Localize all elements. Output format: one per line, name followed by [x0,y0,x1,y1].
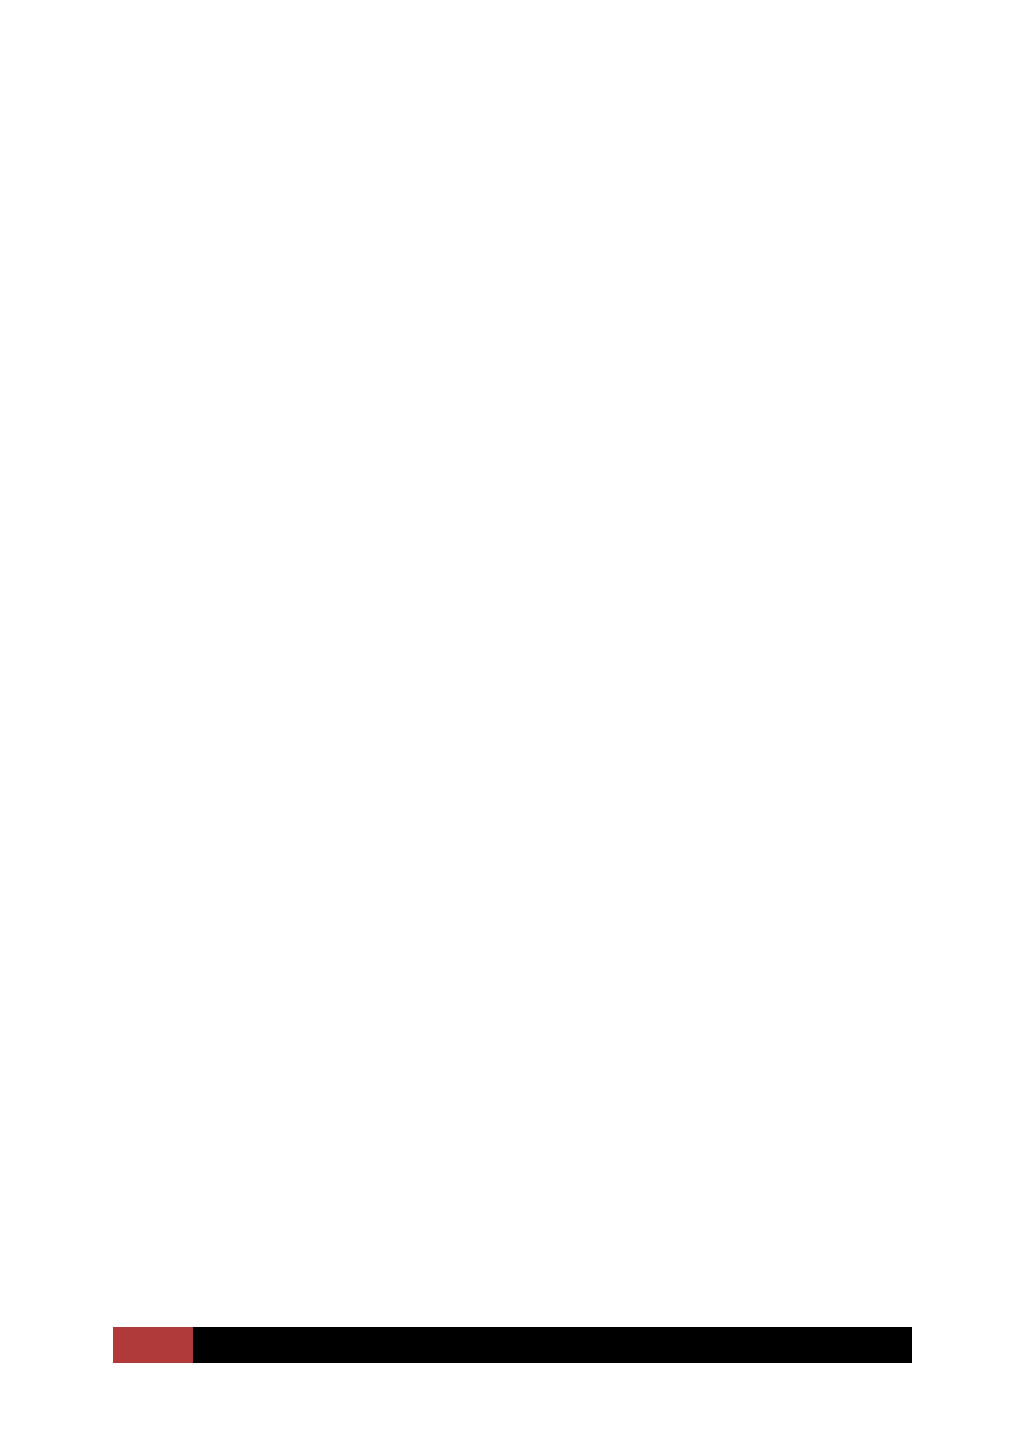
page-number [113,1327,193,1363]
text-line [120,1039,908,1122]
text-line [120,1123,908,1206]
text-line [120,122,908,205]
border-left [40,90,100,1372]
text-line [120,873,908,956]
text-line [120,539,908,622]
text-line [120,1206,908,1289]
border-bottom [40,1372,990,1430]
page-footer [113,1327,912,1363]
border-top [40,36,990,94]
text-line [120,706,908,789]
text-line [120,622,908,705]
text-line [120,289,908,372]
text-line [120,205,908,288]
border-right [930,90,990,1372]
text-line [120,456,908,539]
text-line [120,956,908,1039]
page-body [120,122,908,1289]
text-line [120,789,908,872]
text-line [120,372,908,455]
